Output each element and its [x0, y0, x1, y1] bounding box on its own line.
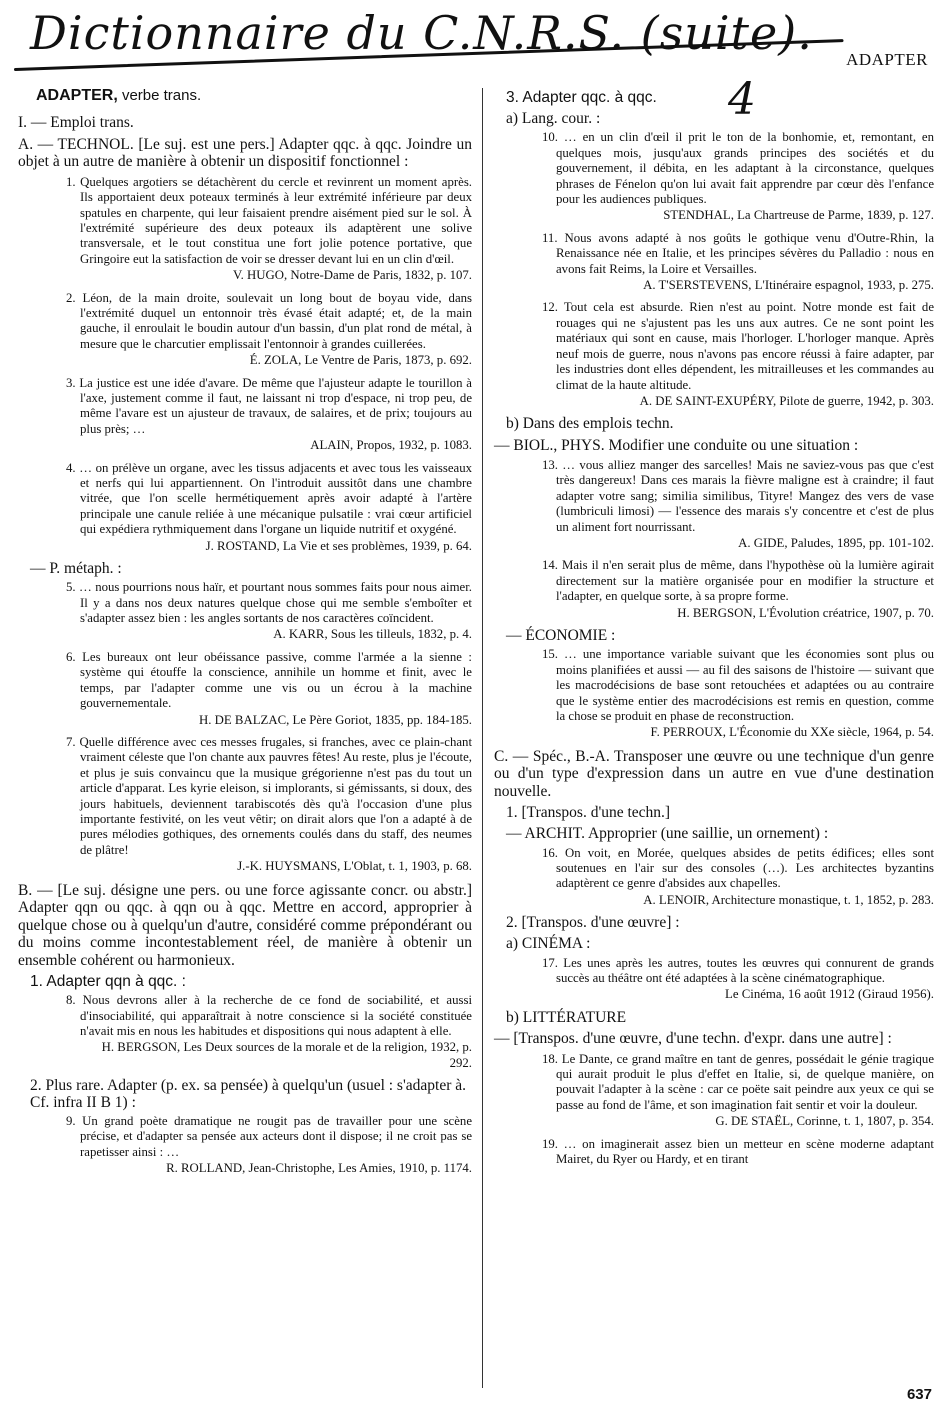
example: 18. Le Dante, ce grand maître en tant de genres, possédait le génie tragique qui aurait produit le plus d'effet en Italie, si, de quelque manière, on pouvait l'adapter à la scène : car ce poëte sait peindre aux yeux ce qui se passe au fond de l'âme, et son imagination fait sentir et voir la douleur. G. DE STAËL, Corinne, t. 1, 1807, p. 354. [542, 1051, 934, 1129]
citation: ALAIN, Propos, 1932, p. 1083. [310, 438, 472, 453]
citation: Le Cinéma, 16 août 1912 (Giraud 1956). [725, 987, 934, 1002]
example: 2. Léon, de la main droite, soulevait un long bout de boyau vide, dans l'extrémité duquel un entonnoir très évasé était adapté; et, de la main gauche, il enroulait le boudin autour d'un bassin, d'un plat rond de métal, à mesure que le charcutier emplissait l'entonnoir à grandes cuillerées. É. ZOLA, Le Ventre de Paris, 1873, p. 692. [66, 290, 472, 368]
example: 17. Les unes après les autres, toutes les œuvres qui connurent de grands succès au théâtre ont été adaptées à la scène cinématographique. Le Cinéma, 16 août 1912 (Giraud 1956). [542, 955, 934, 1002]
citation: A. LENOIR, Architecture monastique, t. 1, 1852, p. 283. [643, 892, 934, 907]
page-number: 637 [906, 1386, 932, 1403]
subsection-C: C. — Spéc., B.-A. Transposer une œuvre ou une technique d'un genre ou d'un type d'expression dans un autre en vue d'une destination nouvelle. [494, 747, 934, 800]
subsection-B: B. — [Le suj. désigne une pers. ou une force agissante concr. ou abstr.] Adapter qqn ou qqc. à qqn ou à qqc. Mettre en accord, approprier à quelque chose ou à quelqu'un d'autre, considéré comme prépondérant ou du moins comme incontestablement réel, de manière à obtenir un ensemble cohérent ou harmonieux. [18, 881, 472, 969]
example: 13. … vous alliez manger des sarcelles! Mais ne saviez-vous pas que c'est très dangereux! Dans ces marais la fièvre maligne est à craindre; il faut adapter votre sang; similia similibus, Tityre! Mangez des vers de vase (lumbriculi limosi) — l'essence des marais s'y concentre et c'est de plus un aliment fort nourrissant. A. GIDE, Paludes, 1895, pp. 101-102. [542, 458, 934, 551]
subsection-3: 3. Adapter qqc. à qqc. [506, 89, 657, 106]
domain-label: — ARCHIT. Approprier (une saillie, un ornement) : [506, 825, 829, 843]
citation: H. DE BALZAC, Le Père Goriot, 1835, pp. 184-185. [199, 712, 472, 727]
example: 8. Nous devrons aller à la recherche de ce fond de sociabilité, et aussi d'insociabilité, qui apparaîtrait à notre conscience si la société constituée n'avait mis en nous les habitudes et dispositions qui nous adaptent à elle. H. BERGSON, Les Deux sources de la morale et de la religion, 1932, p. 292. [66, 993, 472, 1070]
right-column [494, 85, 934, 1174]
left-column [18, 88, 472, 1183]
usage-label: a) Lang. cour. : [506, 110, 601, 128]
citation: STENDHAL, La Chartreuse de Parme, 1839, p. 127. [663, 208, 934, 223]
example: 9. Un grand poète dramatique ne rougit pas de travailler pour une scène précise, et d'adapter sa pensée aux acteurs dont il dispose; il ne croit pas se rapetisser ainsi : … R. ROLLAND, Jean-Christophe, Les Amies, 1910, p. 1174. [66, 1113, 472, 1175]
subsection-C1: 1. [Transpos. d'une techn.] [506, 804, 671, 822]
example: 1. Quelques argotiers se détachèrent du cercle et revinrent un moment après. Ils apportaient deux poteaux terminés à leur extrémité inférieure par deux spatules en charpente, qui leur faisaient prendre aisément pied sur le sol. À l'extrémité supérieure des deux poteaux ils adaptèrent une solive transversale, et le tout constitua une fort jolie potence portative, que Gringoire eut la satisfaction de voir se dresser devant lui en un clin d'œil. V. HUGO, Notre-Dame de Paris, 1832, p. 107. [66, 174, 472, 283]
entry-pos: verbe trans. [121, 87, 202, 104]
citation: F. PERROUX, L'Économie du XXe siècle, 1964, p. 54. [650, 725, 934, 740]
running-headword: ADAPTER [846, 50, 928, 69]
example: 15. … une importance variable suivant que les économies sont plus ou moins planifiées et aussi — au fil des saisons de l'histoire — suivant que les macrodécisions de base sont retouchées et adaptées ou au contraire que le système entier des macrodécisions est remis en question, comme la chose se produit en phase de reconstruction. F. PERROUX, L'Économie du XXe siècle, 1964, p. 54. [542, 647, 934, 740]
citation: G. DE STAËL, Corinne, t. 1, 1807, p. 354. [715, 1114, 934, 1129]
domain-label: — BIOL., PHYS. Modifier une conduite ou une situation : [494, 436, 859, 454]
example: 16. On voit, en Morée, quelques absides de petits édifices; elles sont soutenues en l'air sur des consoles (…). Les architectes byzantins adaptèrent ce genre d'absides aux chapelles. A. LENOIR, Architecture monastique, t. 1, 1852, p. 283. [542, 845, 934, 907]
column-divider [482, 88, 483, 1388]
subsection-C2: 2. [Transpos. d'une œuvre] : [506, 914, 680, 932]
example: 12. Tout cela est absurde. Rien n'est au point. Notre monde est fait de rouages qui ne s'ajustent pas les uns aux autres. Ce ne sont point les matériaux qui sont en cause, mais l'horloger. L'horloger manque. Après neuf mois de guerre, nous n'avons pas encore réussi à faire adapter, par les industries dont elles dépendent, les mitrailleuses et les commandes au climat de la haute altitude. A. DE SAINT-EXUPÉRY, Pilote de guerre, 1942, p. 303. [542, 300, 934, 408]
example: 7. Quelle différence avec ces messes frugales, si franches, avec ce plain-chant vraiment céleste que l'on chante aux pauvres fêtes! Au reste, plus je l'écoute, et plus je suis convaincu que la musique grégorienne n'est pas du tout un article d'apparat. Les kyrie eleison, si implorants, si gémissants, si doux, des jours habituels, deviennent tarabiscotés dès qu'à l'occasion d'une plus importante festivité, on les veut vêtir; on dirait alors que l'on a adapté à de pures mélodies gothiques, des ornements coulés dans du staff, des neumes de plâtre! J.-K. HUYSMANS, L'Oblat, t. 1, 1903, p. 68. [66, 734, 472, 874]
citation: J.-K. HUYSMANS, L'Oblat, t. 1, 1903, p. 68. [237, 859, 472, 874]
example: 19. … on imaginerait assez bien un metteur en scène moderne adaptant Mairet, du Ryer ou Hardy, et en tirant [542, 1136, 934, 1167]
entry-word: ADAPTER, [36, 87, 118, 104]
citation: R. ROLLAND, Jean-Christophe, Les Amies, 1910, p. 1174. [166, 1160, 472, 1175]
example: 6. Les bureaux ont leur obéissance passive, comme l'armée a la sienne : système qui étouffe la conscience, annihile un homme et finit, avec le temps, par l'adapter comme une vis ou un écrou à la machine gouvernementale. H. DE BALZAC, Le Père Goriot, 1835, pp. 184-185. [66, 649, 472, 727]
domain-label: b) LITTÉRATURE [506, 1008, 627, 1026]
example: 5. … nous pourrions nous haïr, et pourtant nous sommes faits pour nous aimer. Il y a dans nos deux natures quelque chose qui me semble s'emboîter et s'adapter assez bien : les angles sortants de nos caractères coïncident. A. KARR, Sous les tilleuls, 1832, p. 4. [66, 580, 472, 642]
example: 10. … en un clin d'œil il prit le ton de la bonhomie, et, remontant, en quelques mois, jusqu'aux grands principes des sociétés et du gouvernement, il débita, en les adaptant à la circonstance, quelques phrases de Fénelon qu'on lui avait fait apprendre par cœur dès l'enfance pour les audiences publiques. STENDHAL, La Chartreuse de Parme, 1839, p. 127. [542, 130, 934, 223]
domain-label: — [Transpos. d'une œuvre, d'une techn. d'expr. dans une autre] : [494, 1030, 892, 1048]
usage-label: b) Dans des emplois techn. [506, 415, 674, 433]
section-heading: I. — Emploi trans. [18, 114, 134, 132]
citation: A. T'SERSTEVENS, L'Itinéraire espagnol, 1933, p. 275. [643, 278, 934, 293]
example: 11. Nous avons adapté à nos goûts le gothique venu d'Outre-Rhin, la Renaissance née en Italie, et les principes sévères du Palladio : nous en avons fait Reims, la Loire et Versailles. A. T'SERSTEVENS, L'Itinéraire espagnol, 1933, p. 275. [542, 230, 934, 293]
subsection-B1: 1. Adapter qqn à qqc. : [30, 973, 186, 991]
citation: J. ROSTAND, La Vie et ses problèmes, 1939, p. 64. [205, 538, 472, 553]
citation: É. ZOLA, Le Ventre de Paris, 1873, p. 692. [249, 353, 472, 368]
subsection-B2: 2. Plus rare. Adapter (p. ex. sa pensée) à quelqu'un (usuel : s'adapter à. Cf. infra II B 1) : [30, 1077, 466, 1111]
usage-label: — P. métaph. : [30, 560, 122, 578]
domain-label: — ÉCONOMIE : [506, 627, 616, 645]
citation: H. BERGSON, Les Deux sources de la morale et de la religion, 1932, p. 292. [101, 1040, 472, 1070]
entry-heading [36, 88, 472, 104]
domain-label: a) CINÉMA : [506, 935, 591, 953]
subsection-A: A. — TECHNOL. [Le suj. est une pers.] Adapter qqc. à qqc. Joindre un objet à un autre de manière à obtenir un dispositif fonctionnel : [18, 135, 472, 171]
citation: A. GIDE, Paludes, 1895, pp. 101-102. [738, 536, 934, 551]
handwritten-title: Dictionnaire du C.N.R.S. (suite). [30, 6, 813, 60]
example: 4. … on prélève un organe, avec les tissus adjacents et avec tous les vaisseaux et nerfs qui lui appartiennent. On l'introduit aussitôt dans une chambre vitrée, que l'on scelle hermétiquement après avoir adapté à l'artère principale une canule reliée à une mécanique pulsatile : vrai cœur artificiel qui expédiera rythmiquement dans l'organe un liquide nutritif et oxygéné. J. ROSTAND, La Vie et ses problèmes, 1939, p. 64. [66, 460, 472, 553]
example: 14. Mais il n'en serait plus de même, dans l'hypothèse où la lumière agirait directement sur la matière organisée pour en modifier la structure et l'adapter, en quelque sorte, à sa propre forme. H. BERGSON, L'Évolution créatrice, 1907, p. 70. [542, 558, 934, 620]
citation: A. KARR, Sous les tilleuls, 1832, p. 4. [273, 627, 472, 642]
citation: V. HUGO, Notre-Dame de Paris, 1832, p. 107. [233, 268, 472, 283]
handwritten-mark: 4 [728, 74, 756, 125]
citation: A. DE SAINT-EXUPÉRY, Pilote de guerre, 1942, p. 303. [639, 393, 934, 408]
example: 3. La justice est une idée d'avare. De même que l'ajusteur adapte le tourillon à l'axe, justement comme il faut, ne laissant ni trop d'espace, ni trop peu, de même l'avare est un ajusteur de travaux, de salaires, et de prix; toujours au plus près; … ALAIN, Propos, 1932, p. 1083. [66, 375, 472, 453]
citation: H. BERGSON, L'Évolution créatrice, 1907, p. 70. [677, 605, 934, 620]
